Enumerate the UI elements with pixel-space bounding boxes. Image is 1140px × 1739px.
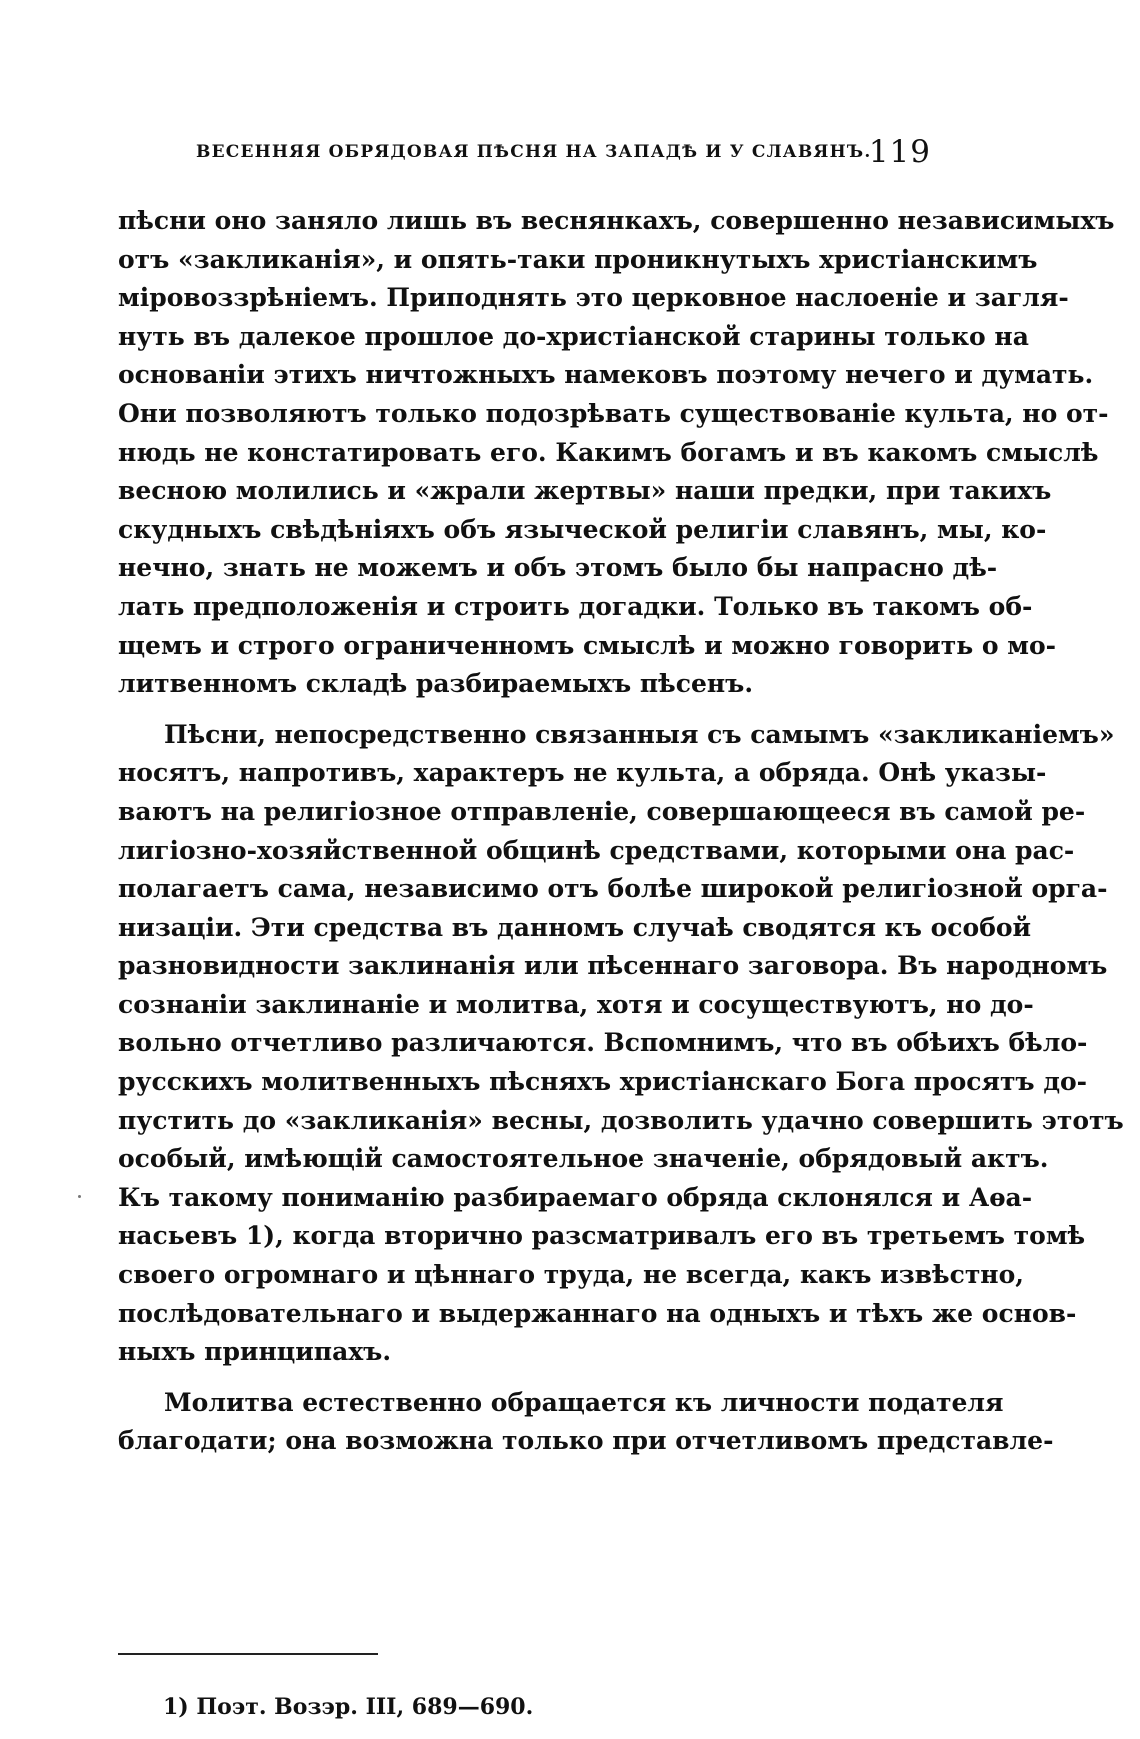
text-line: Къ такому пониманію разбираемаго обряда склонялся и Аѳа-: [118, 1182, 1033, 1212]
text-line: пустить до «закликанія» весны, дозволить удачно совершить этотъ: [118, 1105, 1124, 1135]
text-line: щемъ и строго ограниченномъ смыслѣ и можно говорить о мо-: [118, 630, 1057, 660]
text-line: полагаетъ сама, независимо отъ болѣе широкой религіозной орга-: [118, 874, 1108, 904]
page-number: 119: [868, 134, 931, 170]
text-line: отъ «закликанія», и опять-таки проникнутыхъ христіанскимъ: [118, 244, 1038, 274]
text-line: ваютъ на религіозное отправленіе, совершающееся въ самой ре-: [118, 796, 1086, 826]
footnote: 1) Поэт. Возэр. III, 689—690.: [163, 1694, 534, 1720]
paragraph: [118, 716, 1124, 1372]
text-line: вольно отчетливо различаются. Вспомнимъ, что въ обѣихъ бѣло-: [118, 1028, 1088, 1058]
text-line: основаніи этихъ ничтожныхъ намековъ поэтому нечего и думать.: [118, 360, 1094, 390]
text-line: благодати; она возможна только при отчетливомъ представле-: [118, 1426, 1054, 1456]
text-line: скудныхъ свѣдѣніяхъ объ языческой религіи славянъ, мы, ко-: [118, 514, 1047, 544]
paragraph-gap: [118, 1372, 921, 1384]
paragraph-gap: [118, 704, 921, 716]
text-line: весною молились и «жрали жертвы» наши предки, при такихъ: [118, 476, 1052, 506]
running-title: ВЕСЕННЯЯ ОБРЯДОВАЯ ПѢСНЯ НА ЗАПАДѢ И У СЛАВЯНЪ.: [196, 142, 872, 162]
text-line: сознаніи заклинаніе и молитва, хотя и сосуществуютъ, но до-: [118, 989, 1034, 1019]
text-line: пѣсни оно заняло лишь въ веснянкахъ, совершенно независимыхъ: [118, 206, 1115, 235]
text-line: насьевъ 1), когда вторично разсматривалъ его въ третьемъ томѣ: [118, 1221, 1086, 1251]
text-line: низаціи. Эти средства въ данномъ случаѣ сводятся къ особой: [118, 912, 1032, 942]
page-header: [196, 134, 931, 170]
text-line: нуть въ далекое прошлое до-христіанской старины только на: [118, 321, 1029, 351]
text-line: русскихъ молитвенныхъ пѣсняхъ христіанскаго Бога просятъ до-: [118, 1067, 1088, 1097]
paragraph: [118, 202, 1115, 704]
text-line: міровоззрѣніемъ. Приподнять это церковное наслоеніе и загля-: [118, 283, 1069, 313]
text-line: нечно, знать не можемъ и объ этомъ было бы напрасно дѣ-: [118, 553, 998, 583]
text-line: лигіозно-хозяйственной общинѣ средствами, которыми она рас-: [118, 835, 1075, 865]
text-line: разновидности заклинанія или пѣсеннаго заговора. Въ народномъ: [118, 951, 1108, 981]
text-line: лать предположенія и строить догадки. Только въ такомъ об-: [118, 591, 1033, 621]
text-line: особый, имѣющій самостоятельное значеніе, обрядовый актъ.: [118, 1144, 1049, 1174]
paragraph: [118, 1384, 1054, 1461]
text-line: Пѣсни, непосредственно связанныя съ самымъ «закликаніемъ»: [164, 719, 1115, 749]
text-line: Они позволяютъ только подозрѣвать существованіе культа, но от-: [118, 398, 1109, 428]
text-line: своего огромнаго и цѣннаго труда, не всегда, какъ извѣстно,: [118, 1260, 1024, 1290]
text-line: литвенномъ складѣ разбираемыхъ пѣсенъ.: [118, 669, 754, 699]
footnote-divider: [118, 1653, 378, 1655]
text-line: носятъ, напротивъ, характеръ не культа, а обряда. Онѣ указы-: [118, 758, 1047, 788]
scan-speck: [78, 1195, 81, 1198]
text-line: ныхъ принципахъ.: [118, 1337, 392, 1367]
text-line: послѣдовательнаго и выдержаннаго на одныхъ и тѣхъ же основ-: [118, 1298, 1077, 1328]
body-text: [118, 202, 1124, 1461]
text-line: Молитва естественно обращается къ личности подателя: [164, 1387, 1004, 1417]
text-line: нюдь не констатировать его. Какимъ богамъ и въ какомъ смыслѣ: [118, 437, 1099, 467]
